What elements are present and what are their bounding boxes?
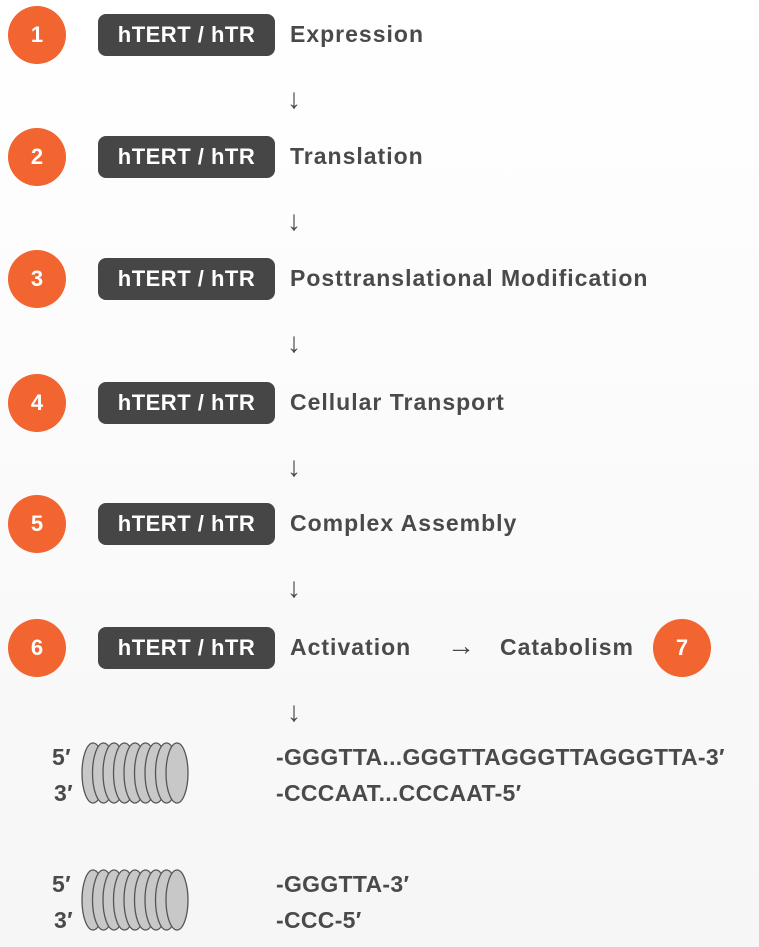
down-arrow-icon: ↓ [287, 327, 301, 358]
step-label: Cellular Transport [290, 389, 505, 415]
step-number-badge: 1 [8, 6, 66, 64]
down-arrow-icon: ↓ [287, 83, 301, 114]
htert-htr-box: hTERT / hTR [98, 503, 275, 545]
five-prime-label: 5′ [52, 871, 71, 897]
step-label: Complex Assembly [290, 510, 518, 536]
top-strand-sequence: -GGGTTA-3′ [276, 871, 410, 897]
down-arrow-icon: ↓ [287, 205, 301, 236]
htert-htr-box: hTERT / hTR [98, 136, 275, 178]
three-prime-label: 3′ [54, 907, 73, 933]
three-prime-label: 3′ [54, 780, 73, 806]
right-arrow-icon: → [447, 630, 475, 661]
step-number-badge: 3 [8, 250, 66, 308]
five-prime-label: 5′ [52, 744, 71, 770]
coil-loop [166, 870, 188, 930]
down-arrow-icon: ↓ [287, 572, 301, 603]
telomere-coil-icon [80, 740, 190, 806]
step-number-badge-7: 7 [653, 619, 711, 677]
coil-loop [166, 743, 188, 803]
htert-htr-box: hTERT / hTR [98, 14, 275, 56]
step-number-badge: 6 [8, 619, 66, 677]
bottom-strand-sequence: -CCC-5′ [276, 907, 362, 933]
htert-htr-box: hTERT / hTR [98, 627, 275, 669]
top-strand-sequence: -GGGTTA...GGGTTAGGGTTAGGGTTA-3′ [276, 744, 725, 770]
telomere-coil-icon [80, 867, 190, 933]
step-number-badge: 2 [8, 128, 66, 186]
down-arrow-icon: ↓ [287, 696, 301, 727]
step-label: Translation [290, 143, 424, 169]
down-arrow-icon: ↓ [287, 451, 301, 482]
htert-htr-box: hTERT / hTR [98, 382, 275, 424]
step-label: Expression [290, 21, 424, 47]
step-label: Posttranslational Modification [290, 265, 649, 291]
catabolism-label: Catabolism [500, 634, 634, 660]
step-number-badge: 4 [8, 374, 66, 432]
step-label: Activation [290, 634, 412, 660]
step-number-badge: 5 [8, 495, 66, 553]
bottom-strand-sequence: -CCCAAT...CCCAAT-5′ [276, 780, 522, 806]
htert-htr-box: hTERT / hTR [98, 258, 275, 300]
